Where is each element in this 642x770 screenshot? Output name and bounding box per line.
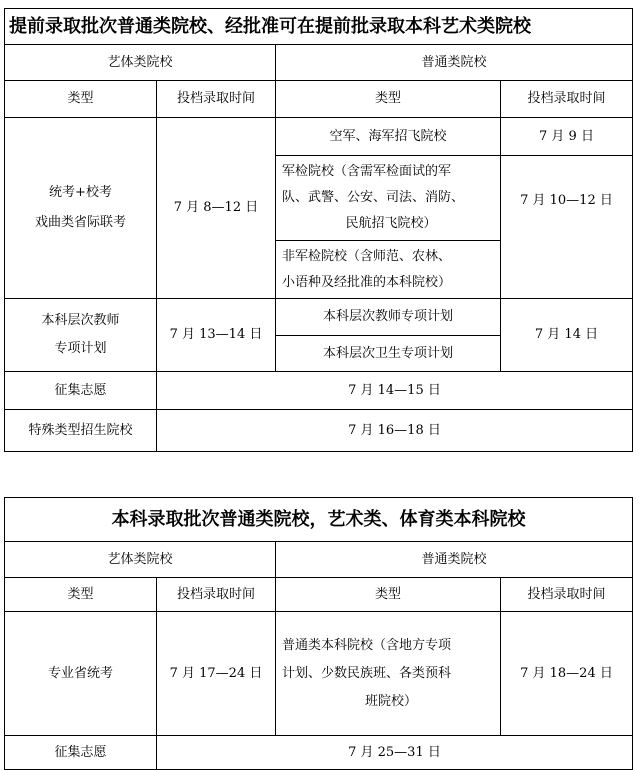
type-line: 统考+校考 <box>49 185 112 200</box>
type-cell <box>276 156 501 241</box>
col-header-time: 投档录取时间 <box>157 81 276 118</box>
time-cell: 7 月 25—31 日 <box>157 736 633 770</box>
type-line: 计划、少数民族班、各类预科 <box>282 665 452 681</box>
type-line: 非军检院校（含师范、农林、 <box>282 248 452 264</box>
group-header-art-sports: 艺体类院校 <box>5 542 276 578</box>
time-cell: 7 月 18—24 日 <box>501 612 633 736</box>
col-header-type: 类型 <box>276 578 501 612</box>
time-cell: 7 月 14—15 日 <box>157 372 633 410</box>
type-line: 民航招飞院校） <box>345 216 437 231</box>
col-header-time: 投档录取时间 <box>501 578 633 612</box>
type-cell <box>276 612 501 736</box>
table-title: 提前录取批次普通类院校、经批准可在提前批录取本科艺术类院校 <box>5 9 633 45</box>
group-header-general: 普通类院校 <box>276 542 633 578</box>
type-cell <box>276 241 501 299</box>
col-header-type: 类型 <box>5 81 157 118</box>
type-cell: 本科层次卫生专项计划 <box>276 336 501 372</box>
time-cell: 7 月 13—14 日 <box>157 299 276 372</box>
col-header-type: 类型 <box>5 578 157 612</box>
time-cell: 7 月 10—12 日 <box>501 156 633 299</box>
col-header-time: 投档录取时间 <box>501 81 633 118</box>
table-title: 本科录取批次普通类院校，艺术类、体育类本科院校 <box>5 498 633 542</box>
type-cell: 征集志愿 <box>5 372 157 410</box>
time-cell: 7 月 14 日 <box>501 299 633 372</box>
type-line: 戏曲类省际联考 <box>34 215 126 230</box>
type-cell: 本科层次教师专项计划 <box>276 299 501 336</box>
type-cell <box>5 299 157 372</box>
type-cell: 空军、海军招飞院校 <box>276 118 501 156</box>
group-header-art-sports: 艺体类院校 <box>5 45 276 81</box>
early-batch-table <box>4 8 633 452</box>
time-cell: 7 月 17—24 日 <box>157 612 276 736</box>
time-cell: 7 月 9 日 <box>501 118 633 156</box>
time-cell: 7 月 16—18 日 <box>157 410 633 452</box>
type-cell: 特殊类型招生院校 <box>5 410 157 452</box>
type-line: 普通类本科院校（含地方专项 <box>282 637 452 653</box>
type-line: 小语种及经批准的本科院校） <box>282 274 452 290</box>
group-header-general: 普通类院校 <box>276 45 633 81</box>
type-cell <box>5 118 157 299</box>
type-cell: 征集志愿 <box>5 736 157 770</box>
col-header-type: 类型 <box>276 81 501 118</box>
time-cell: 7 月 8—12 日 <box>157 118 276 299</box>
type-line: 军检院校（含需军检面试的军 <box>282 164 452 179</box>
type-line: 队、武警、公安、司法、消防、 <box>282 190 465 205</box>
type-line: 本科层次教师 <box>41 313 120 328</box>
col-header-time: 投档录取时间 <box>157 578 276 612</box>
undergrad-batch-table <box>4 497 633 770</box>
type-line: 专项计划 <box>54 341 107 356</box>
type-cell: 专业省统考 <box>5 612 157 736</box>
type-line: 班院校） <box>364 693 417 709</box>
